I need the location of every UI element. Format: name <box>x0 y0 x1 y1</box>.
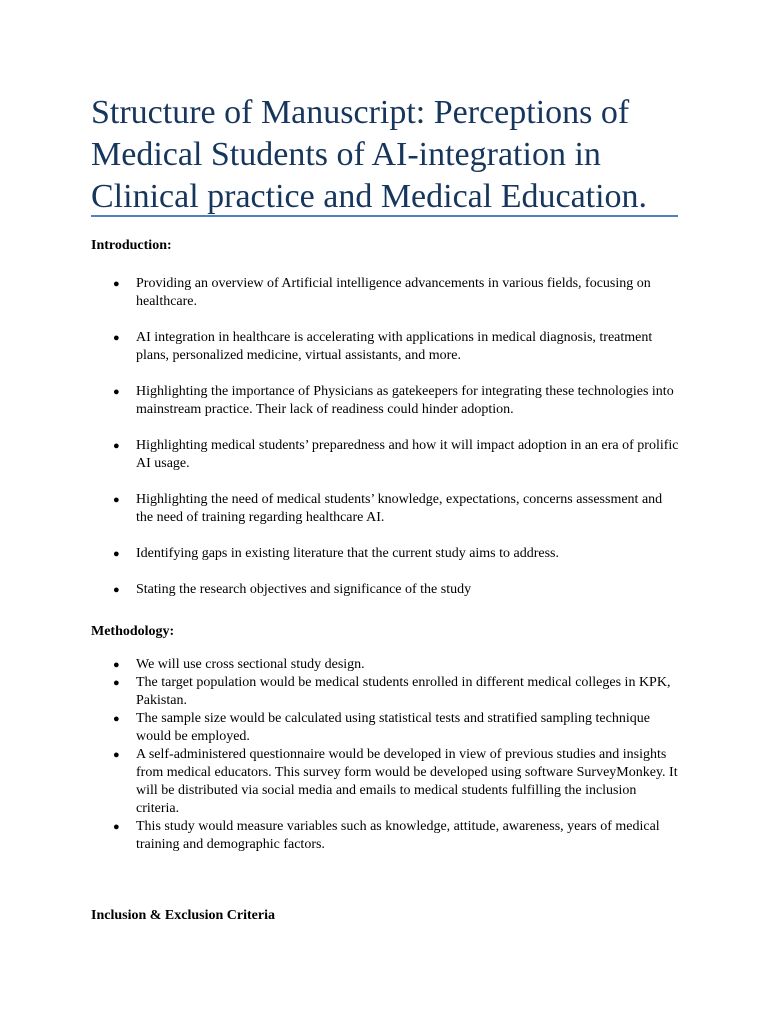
list-item-text: AI integration in healthcare is accelerating with applications in medical diagnosis, treatment plans, personalized medicine, virtual assistants, and more. <box>136 330 653 363</box>
list-item-text: Identifying gaps in existing literature that the current study aims to address. <box>136 546 560 561</box>
bullet-icon: ● <box>113 386 120 398</box>
bullet-icon: ● <box>113 821 120 833</box>
bullet-icon: ● <box>113 713 120 725</box>
list-item <box>0 491 682 527</box>
methodology-list <box>0 656 682 854</box>
list-item <box>0 545 682 563</box>
list-item <box>0 329 682 365</box>
list-item <box>0 746 682 818</box>
list-item <box>0 656 682 674</box>
list-item-text: The target population would be medical students enrolled in different medical colleges in KPK, Pakistan. <box>136 675 671 708</box>
list-item-text: Highlighting the need of medical students’ knowledge, expectations, concerns assessment and the need of training regarding healthcare AI. <box>136 492 663 525</box>
list-item-text: A self-administered questionnaire would be developed in view of previous studies and insights from medical educators. This survey form would be developed using software SurveyMonkey. It will be distributed via social media and emails to medical students fulfilling the inclusion criteria. <box>136 747 678 816</box>
list-item-text: Providing an overview of Artificial intelligence advancements in various fields, focusing on healthcare. <box>136 276 651 309</box>
list-item-text: This study would measure variables such as knowledge, attitude, awareness, years of medical training and demographic factors. <box>136 819 660 852</box>
bullet-icon: ● <box>113 659 120 671</box>
introduction-heading: Introduction: <box>91 238 172 253</box>
list-item-text: Highlighting the importance of Physicians as gatekeepers for integrating these technologies into mainstream practice. Their lack of readiness could hinder adoption. <box>136 384 674 417</box>
list-item <box>0 383 682 419</box>
bullet-icon: ● <box>113 677 120 689</box>
list-item <box>0 674 682 710</box>
bullet-icon: ● <box>113 494 120 506</box>
list-item-text: Stating the research objectives and significance of the study <box>136 582 472 597</box>
bullet-icon: ● <box>113 332 120 344</box>
list-item-text: We will use cross sectional study design. <box>136 657 365 672</box>
list-item-text: The sample size would be calculated using statistical tests and stratified sampling technique would be employed. <box>136 711 650 744</box>
list-item-text: Highlighting medical students’ preparedness and how it will impact adoption in an era of prolific AI usage. <box>136 438 679 471</box>
list-item <box>0 581 682 599</box>
document-title: Structure of Manuscript: Perceptions of Medical Students of AI-integration in Clinical practice and Medical Education. <box>91 94 648 215</box>
title-underline <box>91 215 678 217</box>
list-item <box>0 275 682 311</box>
bullet-icon: ● <box>113 584 120 596</box>
list-item <box>0 710 682 746</box>
introduction-list <box>0 275 682 617</box>
methodology-heading: Methodology: <box>91 624 175 639</box>
list-item <box>0 437 682 473</box>
inclusion-exclusion-heading: Inclusion & Exclusion Criteria <box>91 908 275 923</box>
list-item <box>0 818 682 854</box>
bullet-icon: ● <box>113 278 120 290</box>
bullet-icon: ● <box>113 749 120 761</box>
bullet-icon: ● <box>113 440 120 452</box>
bullet-icon: ● <box>113 548 120 560</box>
